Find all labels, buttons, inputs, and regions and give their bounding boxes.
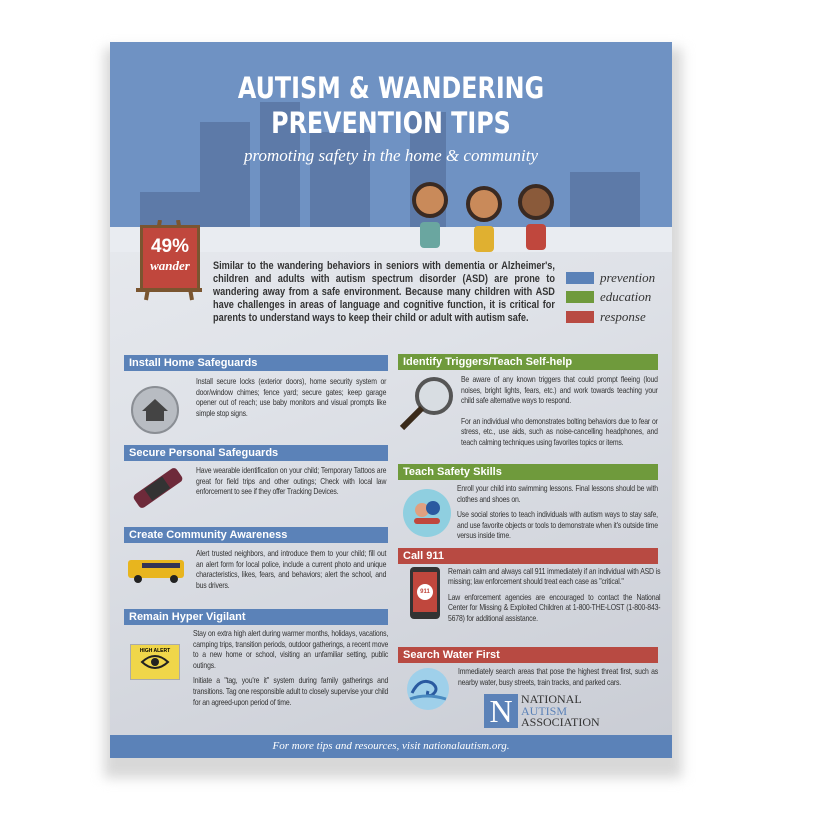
paragraph: Remain calm and always call 911 immediately if an individual with ASD is missing; law enforcement should treat each case as "critical." xyxy=(448,566,661,587)
section-text-triggers xyxy=(461,374,658,448)
legend-swatch xyxy=(566,311,594,323)
high-alert-sign-icon xyxy=(130,644,180,680)
paragraph: Have wearable identification on your child; Temporary Tattoos are great for field trips and other outings; Check with local law enforcement to see if they offer Tracking Devices. xyxy=(196,465,387,497)
infographic-page xyxy=(110,42,672,758)
section-text-vigilant xyxy=(193,628,388,707)
id-bracelet-icon xyxy=(132,468,184,508)
legend-swatch xyxy=(566,291,594,303)
legend-label: response xyxy=(600,308,646,324)
child-body xyxy=(526,224,546,250)
legend-item xyxy=(566,268,655,288)
section-header-triggers: Identify Triggers/Teach Self-help xyxy=(398,354,658,370)
legend-item xyxy=(566,288,655,308)
section-text-call xyxy=(448,566,660,623)
section-header-call: Call 911 xyxy=(398,548,658,564)
paragraph: Stay on extra high alert during warmer months, holidays, vacations, camping trips, transition periods, outdoor gatherings, a recent move to a new home or school, visiting an unfamiliar setting, public outings. xyxy=(193,628,389,670)
section-text-personal xyxy=(196,465,386,497)
paragraph: Immediately search areas that pose the highest threat first, such as nearby water, busy streets, train tracks, and parked cars. xyxy=(458,666,659,687)
naa-logo xyxy=(484,694,600,729)
intro-text: Similar to the wandering behaviors in seniors with dementia or Alzheimer's, children and adults with autism spectrum disorder (ASD) are prone to wandering away from a safe environment. Because many children with ASD have challenges in areas of language and cognitive function, it is critical for parents to understand ways to keep their child or adult with autism safe. xyxy=(213,260,555,324)
child-illustration xyxy=(466,186,502,222)
section-header-home: Install Home Safeguards xyxy=(124,355,388,371)
paragraph: For an individual who demonstrates bolting behaviors due to fear or stress, etc., use aids, such as noise-cancelling headphones, and teach calming techniques using favorites topics or items. xyxy=(461,415,658,447)
eye-icon xyxy=(140,654,170,670)
logo-mark: N xyxy=(484,694,518,728)
legend xyxy=(566,268,655,327)
magnifying-glass-icon xyxy=(398,374,456,432)
paragraph: Use social stories to teach individuals with autism ways to stay safe, and use favorite objects or tools to demonstrate when it's outside time versus inside time. xyxy=(457,509,658,541)
logo-text: AUTISM xyxy=(521,703,568,718)
section-header-vigilant: Remain Hyper Vigilant xyxy=(124,609,388,625)
section-text-safety xyxy=(457,483,658,541)
stat-label: wander xyxy=(150,258,190,273)
section-text-community xyxy=(196,548,386,590)
legend-label: education xyxy=(600,289,652,305)
stat-value: 49% xyxy=(150,236,190,257)
paragraph: Alert trusted neighbors, and introduce them to your child; fill out an alert form for local police, include a current photo and unique characteristics, likes, fears, and behaviors; alert the school, and bus drivers. xyxy=(196,548,387,590)
sign-text: HIGH ALERT xyxy=(139,648,171,654)
section-header-water: Search Water First xyxy=(398,647,658,663)
swimming-icon xyxy=(402,488,452,538)
home-icon xyxy=(130,385,180,435)
section-header-safety: Teach Safety Skills xyxy=(398,464,658,480)
section-text-water xyxy=(458,666,658,687)
legend-swatch xyxy=(566,272,594,284)
logo-text: ASSOCIATION xyxy=(521,715,600,729)
child-body xyxy=(474,226,494,252)
water-wave-icon xyxy=(406,667,450,711)
child-illustration xyxy=(518,184,554,220)
school-bus-icon xyxy=(124,558,188,584)
stat-board xyxy=(140,225,200,291)
section-text-home xyxy=(196,376,386,418)
legend-item xyxy=(566,307,655,327)
subtitle: promoting safety in the home & community xyxy=(244,146,538,165)
title-line-2: PREVENTION TIPS xyxy=(271,106,511,140)
footer: For more tips and resources, visit nationalautism.org. xyxy=(110,735,672,758)
section-header-personal: Secure Personal Safeguards xyxy=(124,445,388,461)
paragraph: Enroll your child into swimming lessons. Final lessons should be with clothes and shoes on. xyxy=(457,483,658,504)
logo-text: NATIONAL xyxy=(521,692,582,706)
icon-911-text: 911 xyxy=(417,584,433,600)
paragraph: Law enforcement agencies are encouraged to contact the National Center for Missing & Exploited Children at 1-800-THE-LOST (1-800-843-5678) for additional assistance. xyxy=(448,591,661,623)
title-line-1: AUTISM & WANDERING xyxy=(237,71,545,105)
child-body xyxy=(420,222,440,248)
legend-label: prevention xyxy=(600,269,656,285)
paragraph: Be aware of any known triggers that could prompt fleeing (loud noises, bright lights, fears, etc.) and work towards teaching your child safe alternative ways to respond. xyxy=(461,374,658,406)
building xyxy=(570,172,640,232)
paragraph: Initiate a "tag, you're it" system during family gatherings and transitions. Tag one responsible adult to closely supervise your child for an agreed-upon period of time. xyxy=(193,675,389,707)
paragraph: Install secure locks (exterior doors), home security system or door/window chimes; fence yard; secure gates; keep garage opener out of reach; use baby monitors and visual prompts like simple stop signs. xyxy=(196,376,387,418)
phone-911-icon xyxy=(410,567,440,619)
child-illustration xyxy=(412,182,448,218)
section-header-community: Create Community Awareness xyxy=(124,527,388,543)
